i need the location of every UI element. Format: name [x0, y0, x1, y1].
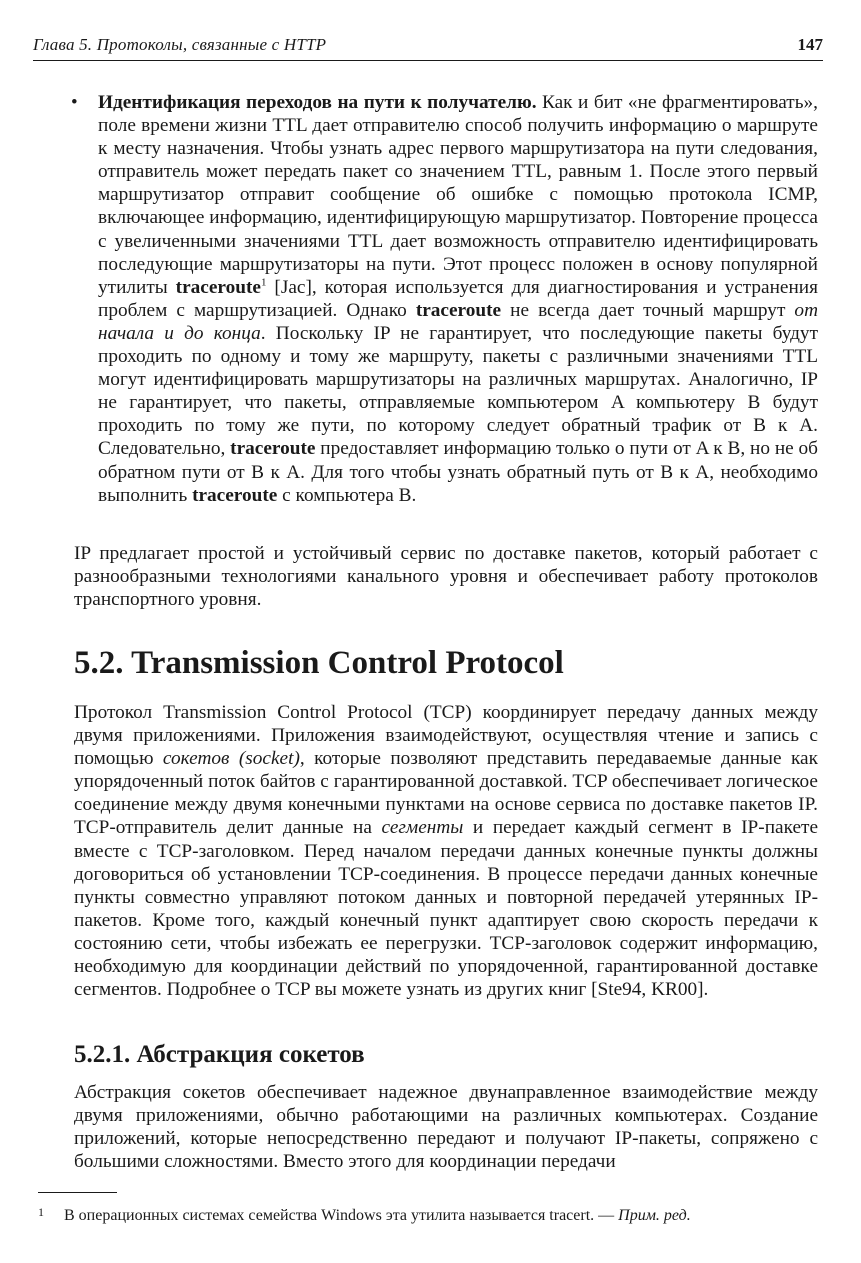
- tcp-text-2: , которые позволяют представить передаваемые данные как упорядоченный поток байтов с гарантированной доставкой. TCP обеспечивает логическое соединение между двумя конечными пунктами на основе сервиса по доставке пакетов IP. TCP-отправитель делит данные на: [74, 748, 818, 839]
- bullet-text-2: [Jac], которая используется для диагностирования и устранения проблем с маршрутизацией. Однако: [98, 276, 818, 321]
- bullet-text-4: . Поскольку IP не гарантирует, что последующие пакеты будут проходить по одному и тому же маршруту, пакеты с различными значениями TTL могут идентифицировать маршрутизаторы на различных маршрутах. Аналогично, IP не гарантирует, что пакеты, отправляемые компьютером A компьютеру B будут проходить по тому же пути, по которому следует обратный трафик от B к A. Следовательно,: [98, 322, 819, 460]
- traceroute-term-1: traceroute: [175, 276, 261, 298]
- section-heading: 5.2. Transmission Control Protocol: [74, 645, 564, 681]
- footnote-ref: 1: [260, 276, 267, 289]
- tcp-text-3: и передает каждый сегмент в IP-пакете вместе с TCP-заголовком. Перед началом передачи данных конечные пункты должны договориться об установлении TCP-соединения. В процессе передачи данных конечные пункты совместно управляют потоком данных и повторной передачей утерянных IP-пакетов. Кроме того, каждый конечный пункт адаптирует свою скорость передачи к состоянию сети, чтобы избежать ее перегрузки. TCP-заголовок содержит информацию, необходимую для координации действий по упорядоченной, гарантированной доставке сегментов. Подробнее о TCP вы можете узнать из других книг [Ste94, KR00].: [74, 817, 819, 1001]
- bullet-text-6: с компьютера B.: [277, 484, 417, 506]
- sockets-term: сокетов (socket): [162, 748, 300, 770]
- end-to-end-phrase: от начала и до конца: [98, 299, 818, 344]
- footnote-body: В операционных системах семейства Windows эта утилита называется tracert. —: [64, 1207, 619, 1224]
- bullet-lead: Идентификация переходов на пути к получателю.: [98, 92, 537, 113]
- chapter-title: Глава 5. Протоколы, связанные с HTTP: [33, 35, 327, 54]
- paragraph-sockets: Абстракция сокетов обеспечивает надежное двунаправленное взаимодействие между двумя приложениями, обычно работающими на различных компьютерах. Создание приложений, которые непосредственно передают и получают IP-пакеты, сопряжено с большими сложностями. Вместо этого для координации передачи: [74, 1082, 818, 1173]
- bullet-item-traceroute: [71, 91, 819, 507]
- page-number: 147: [797, 35, 823, 54]
- running-header: [33, 34, 823, 61]
- traceroute-term-4: traceroute: [192, 484, 278, 506]
- footnote-divider: [38, 1192, 117, 1193]
- paragraph-tcp-intro: [74, 701, 818, 1001]
- bullet-text-1: Как и бит «не фрагментировать», поле времени жизни TTL дает отправителю способ получить информацию о маршруте к месту назначения. Чтобы узнать адрес первого маршрутизатора на пути следования, отправитель может передать пакет со значением TTL, равным 1. После этого первый маршрутизатор отправит сообщение об ошибке с помощью протокола ICMP, включающее информацию, идентифицирующую маршрутизатор. Повторение процесса с увеличенными значениями TTL дает возможность отправителю идентифицировать последующие маршрутизаторы на пути. Этот процесс положен в основу популярной утилиты: [98, 92, 818, 298]
- footnote-text: [64, 1206, 691, 1226]
- bullet-paragraph: [98, 91, 818, 507]
- segments-term: сегменты: [381, 817, 464, 839]
- paragraph-ip-summary: IP предлагает простой и устойчивый сервис по доставке пакетов, который работает с разнообразными технологиями канального уровня и обеспечивает работу протоколов транспортного уровня.: [74, 543, 818, 611]
- subsection-heading: 5.2.1. Абстракция сокетов: [74, 1041, 365, 1068]
- footnote-mark: 1: [38, 1205, 44, 1219]
- traceroute-term-3: traceroute: [230, 438, 316, 460]
- bullet-marker: •: [71, 92, 78, 113]
- tcp-text-1: Протокол Transmission Control Protocol (TCP) координирует передачу данных между двумя приложениями. Приложения взаимодействуют, осуществляя чтение и запись с помощью: [74, 702, 818, 770]
- editor-note: Прим. ред.: [618, 1207, 691, 1224]
- bullet-text-5: предоставляет информацию только о пути от A к B, но не об обратном пути от B к A. Для того чтобы узнать обратный путь от B к A, необходимо выполнить: [98, 438, 818, 506]
- traceroute-term-2: traceroute: [415, 299, 502, 321]
- bullet-text-3: не всегда дает точный маршрут: [501, 299, 795, 321]
